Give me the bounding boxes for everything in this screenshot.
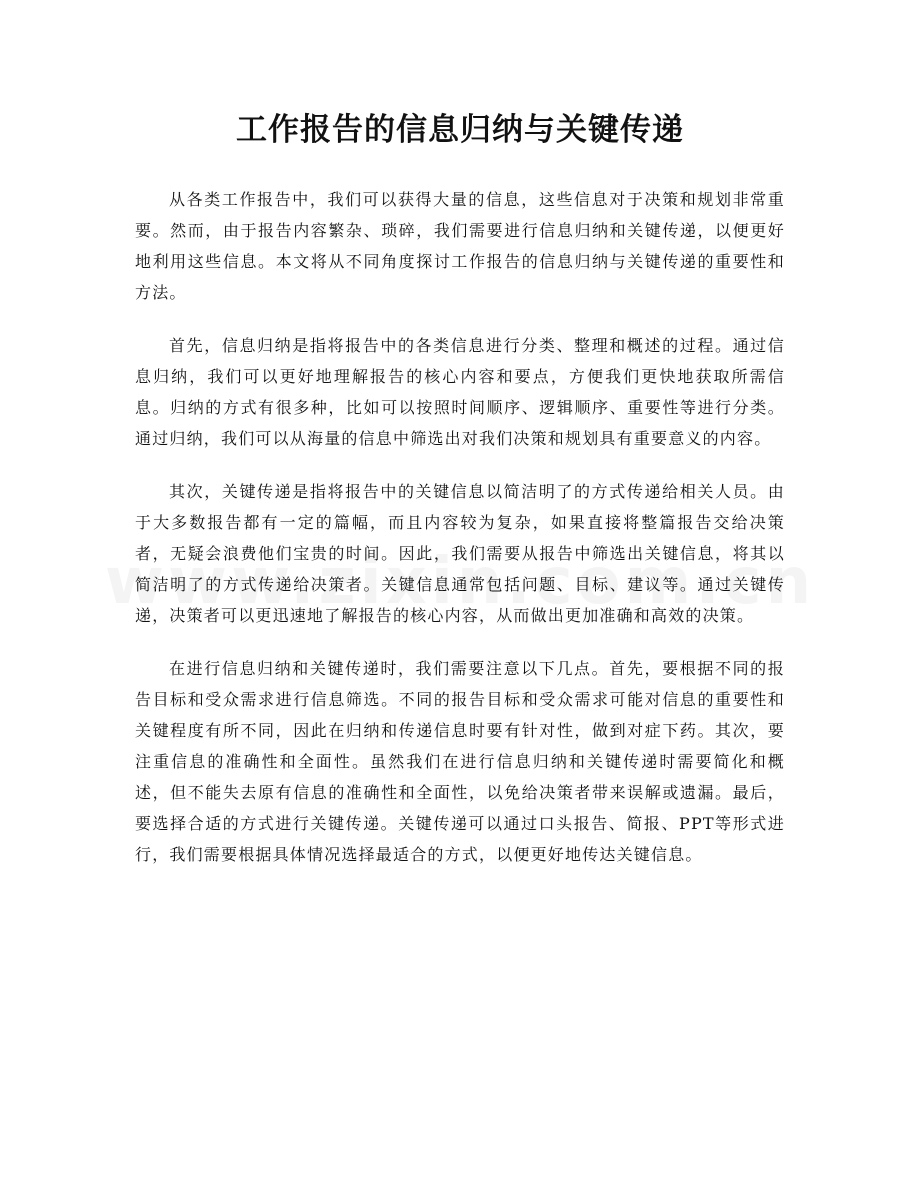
- paragraph: 其次，关键传递是指将报告中的关键信息以简洁明了的方式传递给相关人员。由于大多数报告都有一定的篇幅，而且内容较为复杂，如果直接将整篇报告交给决策者，无疑会浪费他们宝贵的时间。因此，我们需要从报告中筛选出关键信息，将其以简洁明了的方式传递给决策者。关键信息通常包括问题、目标、建议等。通过关键传递，决策者可以更迅速地了解报告的核心内容，从而做出更加准确和高效的决策。: [135, 482, 785, 625]
- document-body: [135, 184, 785, 892]
- document-title: 工作报告的信息归纳与关键传递: [236, 112, 684, 148]
- paragraph: 首先，信息归纳是指将报告中的各类信息进行分类、整理和概述的过程。通过信息归纳，我们可以更好地理解报告的核心内容和要点，方便我们更快地获取所需信息。归纳的方式有很多种，比如可以按照时间顺序、逻辑顺序、重要性等进行分类。通过归纳，我们可以从海量的信息中筛选出对我们决策和规划具有重要意义的内容。: [135, 336, 785, 448]
- paragraph: 在进行信息归纳和关键传递时，我们需要注意以下几点。首先，要根据不同的报告目标和受众需求进行信息筛选。不同的报告目标和受众需求可能对信息的重要性和关键程度有所不同，因此在归纳和传递信息时要有针对性，做到对症下药。其次，要注重信息的准确性和全面性。虽然我们在进行信息归纳和关键传递时需要简化和概述，但不能失去原有信息的准确性和全面性，以免给决策者带来误解或遗漏。最后，要选择合适的方式进行关键传递。关键传递可以通过口头报告、简报、PPT等形式进行，我们需要根据具体情况选择最适合的方式，以便更好地传达关键信息。: [135, 659, 785, 864]
- paragraph: 从各类工作报告中，我们可以获得大量的信息，这些信息对于决策和规划非常重要。然而，由于报告内容繁杂、琐碎，我们需要进行信息归纳和关键传递，以便更好地利用这些信息。本文将从不同角度探讨工作报告的信息归纳与关键传递的重要性和方法。: [135, 190, 785, 302]
